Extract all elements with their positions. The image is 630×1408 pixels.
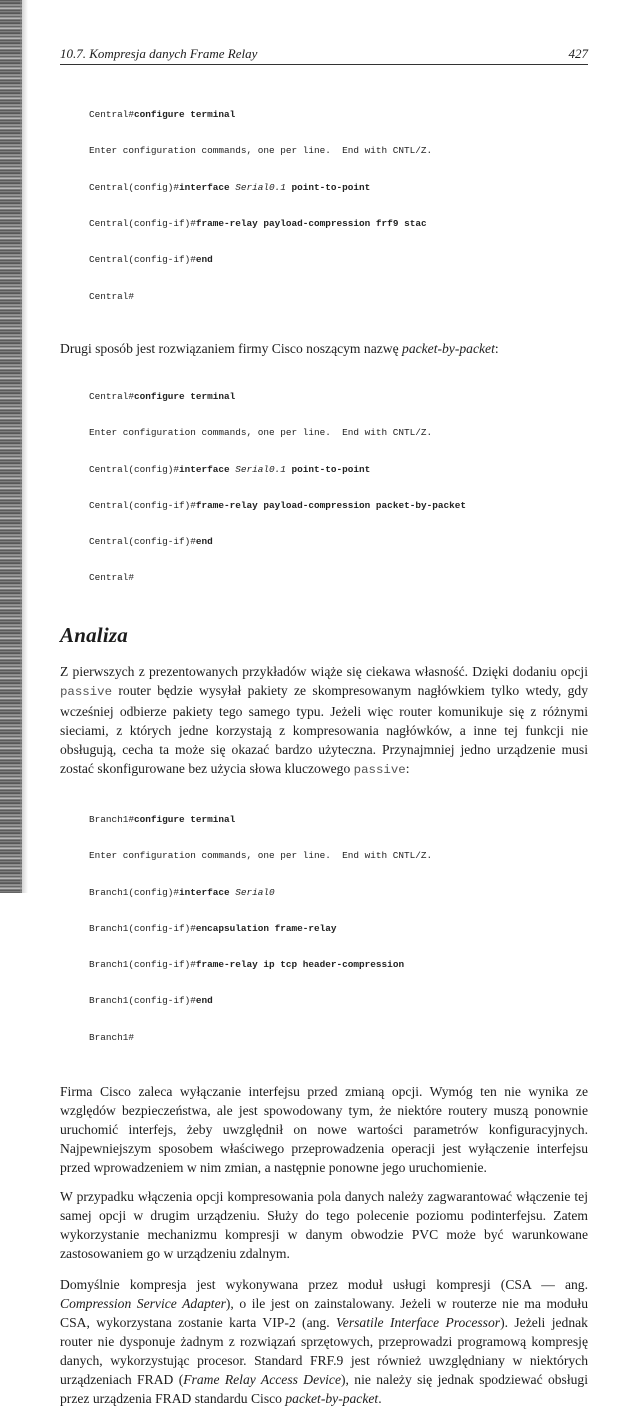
code-line: Central(config-if)#frame-relay payload-compression frf9 stac [89,218,427,230]
code-line: Branch1(config-if)#encapsulation frame-relay [89,922,337,934]
code-listing-frf9 [89,85,588,327]
code-line: Central# [89,572,135,584]
paragraph-cisco-recommends: Firma Cisco zaleca wyłączanie interfejsu przed zmianą opcji. Wymóg ten nie wynika ze względów bezpieczeństwa, ale jest spowodowany tym, że niektóre routery muszą ponownie uruchomić interfejs, żeby uwzględnił on nowe wartości parametrów konfiguracyjnych. Najpewniejszym sposobem właściwego przeprowadzenia operacji jest wyłączenie interfejsu przed wprowadzeniem w nim zmian, a następnie ponowne jego uruchomienie. [60,1083,588,1175]
code-line: Central(config)#interface Serial0.1 point-to-point [89,181,371,193]
code-line: Branch1(config)#interface Serial0 [89,886,275,898]
paragraph-payload-compression: W przypadku włączenia opcji kompresowania pola danych należy zagwarantować włączenie tej samej opcji w drugim urządzeniu. Służy do tego polecenie poziomu podinterfejsu. Zatem wykorzystanie mechanizmu kompresji w danym obwodzie PVC może być warunkowane zastosowaniem go w urządzeniu zdalnym. [60,1188,588,1261]
code-line: Enter configuration commands, one per line. End with CNTL/Z. [89,145,433,157]
code-line: Central(config-if)#frame-relay payload-compression packet-by-packet [89,499,466,511]
section-heading-analysis: Analiza [60,622,128,647]
scan-binding-edge [0,0,22,893]
code-line: Branch1#configure terminal [89,813,236,825]
code-line: Central#configure terminal [89,109,236,121]
code-line: Branch1(config-if)#frame-relay ip tcp header-compression [89,959,405,971]
code-line: Central#configure terminal [89,391,236,403]
paragraph-default-compression: Domyślnie kompresja jest wykonywana przez moduł usługi kompresji (CSA — ang. Compression Service Adapter), o ile jest on zainstalowany. Jeżeli w routerze nie ma modułu CSA, wykorzystana zostanie karta VIP-2 (ang. Versatile Interface Processor). Jeżeli jednak router nie dysponuje żadnym z rozwiązań sprzętowych, przeprowadzi programową kompresję danych, wykorzystując procesor. Standard FRF.9 jest również uwzględniany w niektórych urządzeniach FRAD (Frame Relay Access Device), nie należy się jednak spodziewać obsługi przez urządzenia FRAD standardu Cisco packet-by-packet. [60,1276,588,1406]
code-line: Central(config-if)#end [89,254,213,266]
paragraph-second-method: Drugi sposób jest rozwiązaniem firmy Cisco noszącym nazwę packet-by-packet: [60,340,499,356]
code-listing-header-compression [89,790,588,1068]
page-number: 427 [568,46,588,61]
code-line: Branch1(config-if)#end [89,995,213,1007]
code-line: Central(config-if)#end [89,536,213,548]
code-line: Enter configuration commands, one per line. End with CNTL/Z. [89,850,433,862]
code-listing-packet-by-packet [89,367,588,609]
code-line: Enter configuration commands, one per line. End with CNTL/Z. [89,427,433,439]
running-header [60,44,588,65]
page-content [60,80,588,1408]
paragraph-analysis: Z pierwszych z prezentowanych przykładów wiąże się ciekawa własność. Dzięki dodaniu opcji passive router będzie wysyłał pakiety ze skompresowanym nagłówkiem tylko wtedy, gdy wcześniej odbierze pakiety tego samego typu. Jeżeli więc router komunikuje się z różnymi sieciami, z których jedne korzystają z kompresowania nagłówków, a inne tej funkcji nie obsługują, cecha ta może się okazać bardzo użyteczna. Przynajmniej jedno urządzenie musi zostać skonfigurowane bez użycia słowa kluczowego passive: [60,663,588,777]
chapter-section-title: 10.7. Kompresja danych Frame Relay [60,46,258,61]
code-line: Branch1# [89,1031,135,1043]
code-line: Central# [89,290,135,302]
code-line: Central(config)#interface Serial0.1 point-to-point [89,463,371,475]
